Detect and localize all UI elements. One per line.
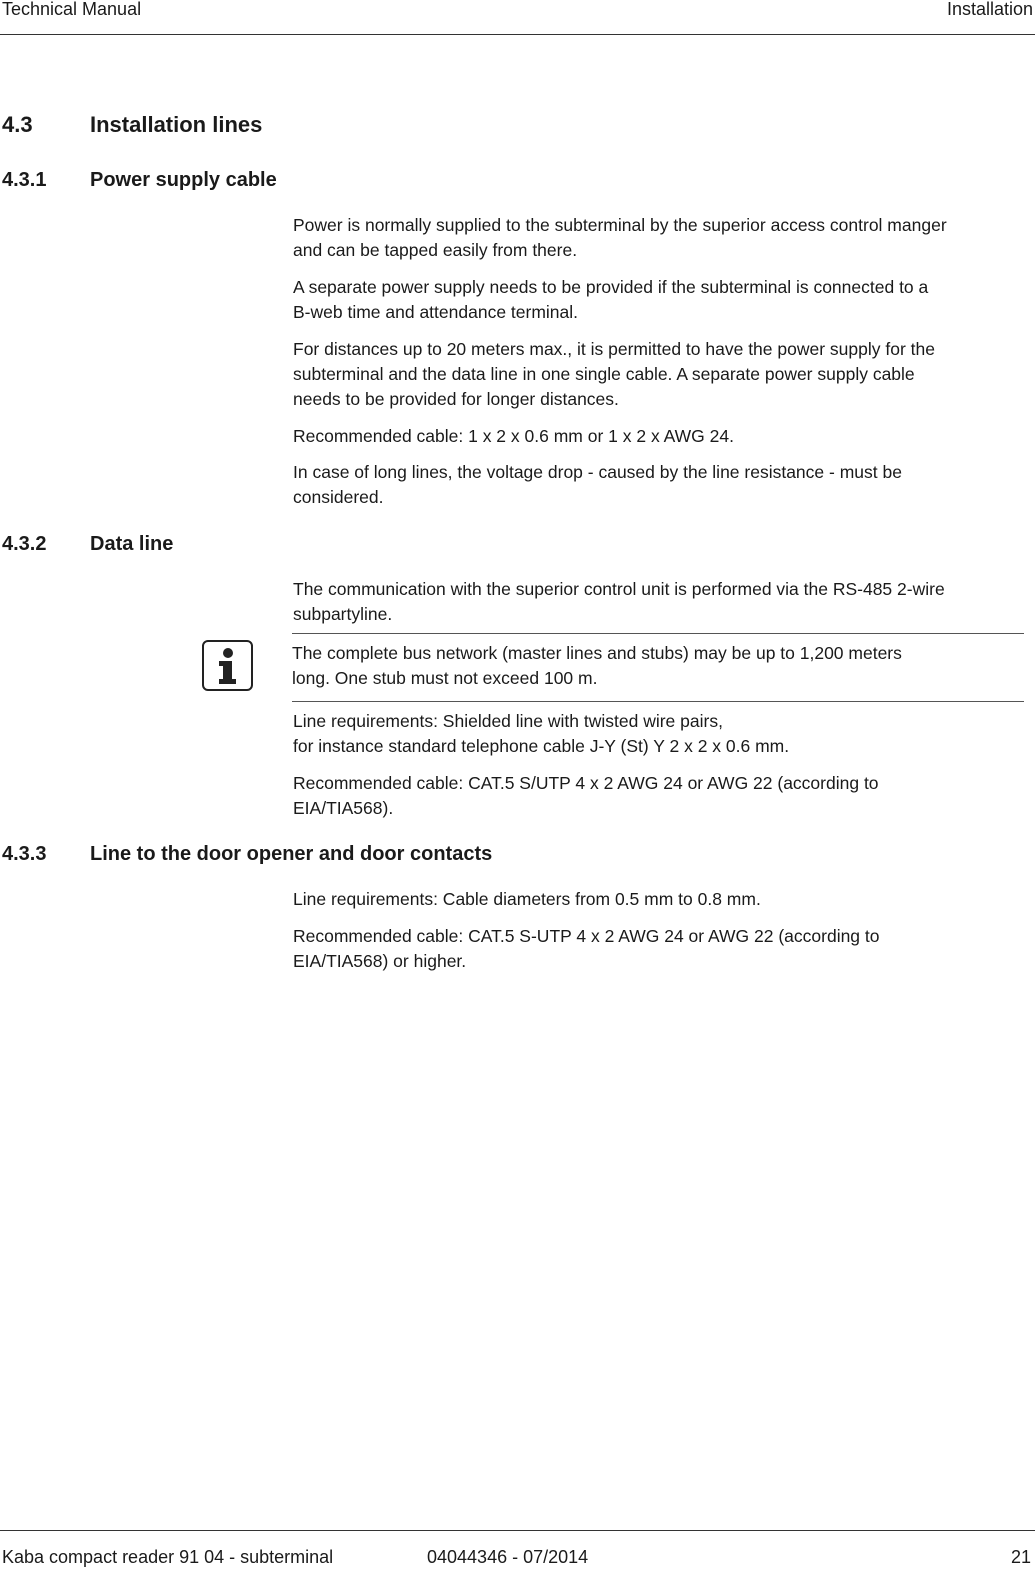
- subsection-title: Data line: [90, 533, 174, 555]
- text-line: EIA/TIA568).: [293, 798, 394, 818]
- paragraph-power-cable: [293, 424, 1028, 449]
- text-line: Recommended cable: 1 x 2 x 0.6 mm or 1 x 2 x AWG 24.: [293, 426, 734, 446]
- text-line: subpartyline.: [293, 604, 393, 624]
- text-line: needs to be provided for longer distances.: [293, 389, 619, 409]
- text-line: considered.: [293, 487, 384, 507]
- paragraph-power-2: [293, 275, 1028, 325]
- subsection-number: 4.3.2: [2, 533, 47, 555]
- text-line: Line requirements: Cable diameters from 0.5 mm to 0.8 mm.: [293, 889, 761, 909]
- text-line: Power is normally supplied to the subterminal by the superior access control manger: [293, 215, 947, 235]
- paragraph-power-voltage: [293, 460, 1028, 510]
- note-top-rule: [292, 633, 1024, 634]
- footer-doc-number: 04044346 - 07/2014: [427, 1547, 589, 1567]
- info-icon: [202, 640, 253, 691]
- paragraph-door-cable: [293, 924, 1028, 974]
- paragraph-power-3: [293, 337, 1028, 412]
- header-doc-title: Technical Manual: [2, 0, 142, 19]
- page-header: [0, 0, 1035, 35]
- text-line: In case of long lines, the voltage drop - caused by the line resistance - must be: [293, 462, 902, 482]
- paragraph-power-1: [293, 213, 1028, 263]
- page-number: 21: [1010, 1547, 1031, 1567]
- text-line: The complete bus network (master lines and stubs) may be up to 1,200 meters: [292, 643, 902, 663]
- header-chapter: Installation: [946, 0, 1033, 19]
- text-line: The communication with the superior control unit is performed via the RS-485 2-wire: [293, 579, 945, 599]
- text-line: Recommended cable: CAT.5 S/UTP 4 x 2 AWG 24 or AWG 22 (according to: [293, 773, 879, 793]
- note-bottom-rule: [292, 701, 1024, 702]
- subsection-title: Line to the door opener and door contacts: [90, 843, 493, 865]
- text-line: Recommended cable: CAT.5 S-UTP 4 x 2 AWG 24 or AWG 22 (according to: [293, 926, 880, 946]
- paragraph-data-requirements: [293, 709, 1028, 759]
- section-title: Installation lines: [90, 112, 263, 137]
- note-text: [292, 641, 1027, 691]
- text-line: for instance standard telephone cable J-Y (St) Y 2 x 2 x 0.6 mm.: [293, 736, 790, 756]
- subsection-number: 4.3.1: [2, 169, 47, 191]
- text-line: long. One stub must not exceed 100 m.: [292, 668, 598, 688]
- text-line: A separate power supply needs to be provided if the subterminal is connected to a: [293, 277, 929, 297]
- text-line: B-web time and attendance terminal.: [293, 302, 579, 322]
- paragraph-data-cable: [293, 771, 1028, 821]
- text-line: and can be tapped easily from there.: [293, 240, 578, 260]
- footer-product: Kaba compact reader 91 04 - subterminal: [2, 1547, 334, 1567]
- section-number: 4.3: [2, 112, 33, 137]
- text-line: subterminal and the data line in one single cable. A separate power supply cable: [293, 364, 915, 384]
- text-line: Line requirements: Shielded line with twisted wire pairs,: [293, 711, 723, 731]
- paragraph-door-requirements: [293, 887, 1028, 912]
- info-icon-glyph: [204, 642, 251, 689]
- text-line: For distances up to 20 meters max., it is permitted to have the power supply for the: [293, 339, 935, 359]
- page-footer: [0, 1530, 1035, 1586]
- paragraph-data-1: [293, 577, 1028, 627]
- subsection-number: 4.3.3: [2, 843, 47, 865]
- subsection-title: Power supply cable: [90, 169, 277, 191]
- text-line: EIA/TIA568) or higher.: [293, 951, 467, 971]
